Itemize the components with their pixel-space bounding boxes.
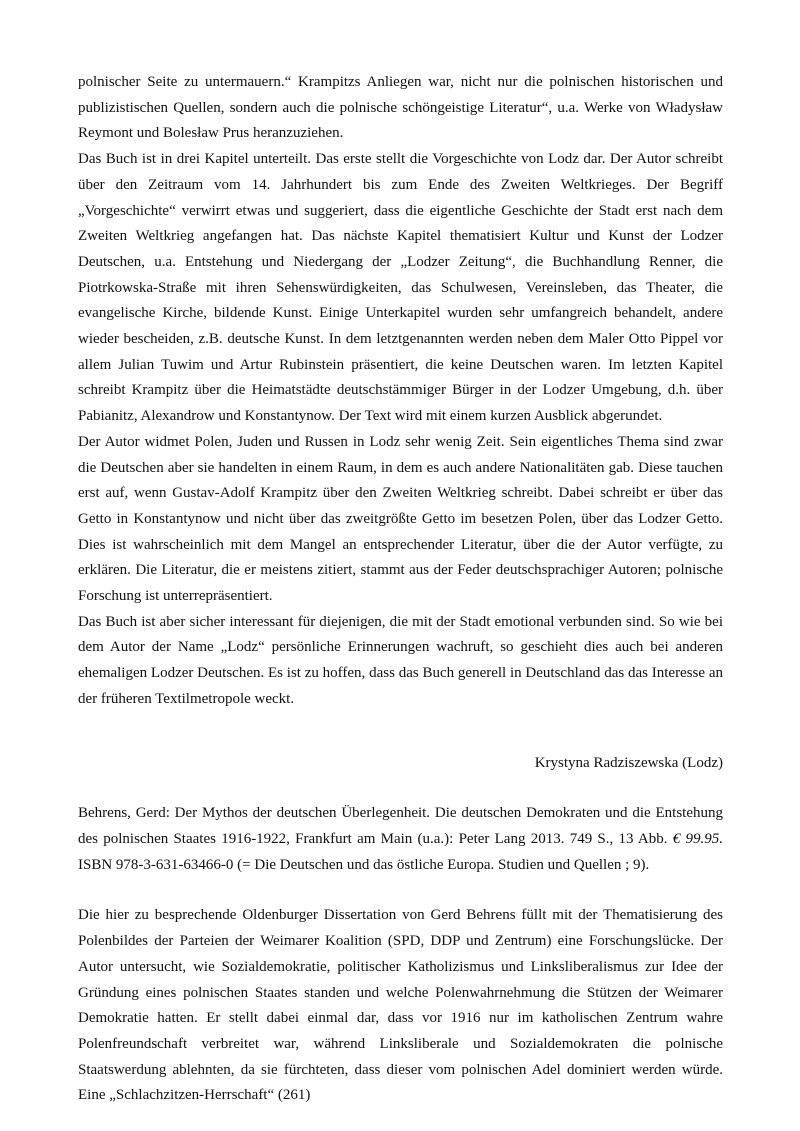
next-review-paragraph: Die hier zu besprechende Oldenburger Dissertation von Gerd Behrens füllt mit der Thematisierung des Polenbildes der Parteien der Weimarer Koalition (SPD, DDP und Zentrum) eine Forschungslücke. Der Autor untersucht, wie Sozialdemokratie, politischer Katholizismus und Linksliberalismus zur Idee der Gründung eines polnischen Staates standen und welche Polenwahrnehmung die Stützen der Weimarer Demokratie hatten. Er stellt dabei einmal dar, dass vor 1916 nur im katholischen Zentrum wahre Polenfreundschaft verbreitet war, während Linksliberale und Sozialdemokraten die polnische Staatswerdung ablehnten, da sie fürchteten, dass dieser vom polnischen Adel dominiert werden würde. Eine „Schlachzitzen-Herrschaft“ (261) xyxy=(78,907,723,1104)
bibliographic-entry xyxy=(78,801,723,878)
document-page xyxy=(78,70,723,1109)
book-price: € 99.95. xyxy=(672,830,724,847)
review-paragraph-3: Der Autor widmet Polen, Juden und Russen in Lodz sehr wenig Zeit. Sein eigentliches Thema sind zwar die Deutschen aber sie handelten in einem Raum, in dem es auch andere Nationalitäten gab. Diese tauchen erst auf, wenn Gustav-Adolf Krampitz über den Zweiten Weltkrieg schreibt. Dabei schreibt er über das Getto in Konstantynow und nicht über das zweitgrößte Getto im besetzen Polen, über das Lodzer Getto. Dies ist wahrscheinlich mit dem Mangel an entsprechender Literatur, über die der Autor verfügte, zu erklären. Die Literatur, die er meistens zitiert, stammt aus der Feder deutschsprachiger Autoren; polnische Forschung ist unterrepräsentiert. xyxy=(78,433,723,605)
reviewer-signature: Krystyna Radziszewska (Lodz) xyxy=(534,754,723,771)
review-paragraph-2: Das Buch ist in drei Kapitel unterteilt. Das erste stellt die Vorgeschichte von Lodz dar. Der Autor schreibt über den Zeitraum vom 14. Jahrhundert bis zum Ende des Zweiten Weltkrieges. Der Begriff „Vorgeschichte“ verwirrt etwas und suggeriert, dass die eigentliche Geschichte der Stadt erst nach dem Zweiten Weltkrieg angefangen hat. Das nächste Kapitel thematisiert Kultur und Kunst der Lodzer Deutschen, u.a. Entstehung und Niedergang der „Lodzer Zeitung“, die Buchhandlung Renner, die Piotrkowska-Straße mit ihren Sehenswürdigkeiten, das Schulwesen, Vereinsleben, das Theater, die evangelische Kirche, bildende Kunst. Einige Unterkapitel wurden sehr umfangreich behandelt, andere wieder bescheiden, z.B. deutsche Kunst. In dem letztgenannten werden neben dem Maler Otto Pippel vor allem Julian Tuwim und Artur Rubinstein präsentiert, die keine Deutschen waren. Im letzten Kapitel schreibt Krampitz über die Heimatstädte deutschstämmiger Bürger in der Lodzer Umgebung, d.h. über Pabianitz, Alexandrow und Konstantynow. Der Text wird mit einem kurzen Ausblick abgerundet. xyxy=(78,151,723,425)
isbn-series: ISBN 978-3-631-63466-0 (= Die Deutschen und das östliche Europa. Studien und Quellen ; 9). xyxy=(78,856,650,873)
review-paragraph-1: polnischer Seite zu untermauern.“ Krampitzs Anliegen war, nicht nur die polnischen historischen und publizistischen Quellen, sondern auch die polnische schöngeistige Literatur“, u.a. Werke von Władysław Reymont und Bolesław Prus heranzuziehen. xyxy=(78,74,723,142)
bibliography-text: Behrens, Gerd: Der Mythos der deutschen Überlegenheit. Die deutschen Demokraten und die Entstehung des polnischen Staates 1916-1922, Frankfurt am Main (u.a.): Peter Lang 2013. 749 S., 13 Abb. xyxy=(78,805,723,847)
review-paragraph-4: Das Buch ist aber sicher interessant für diejenigen, die mit der Stadt emotional verbunden sind. So wie bei dem Autor der Name „Lodz“ persönliche Erinnerungen wachruft, so geschieht dies auch bei anderen ehemaligen Lodzer Deutschen. Es ist zu hoffen, dass das Buch generell in Deutschland das das Interesse an der früheren Textilmetropole weckt. xyxy=(78,613,723,707)
